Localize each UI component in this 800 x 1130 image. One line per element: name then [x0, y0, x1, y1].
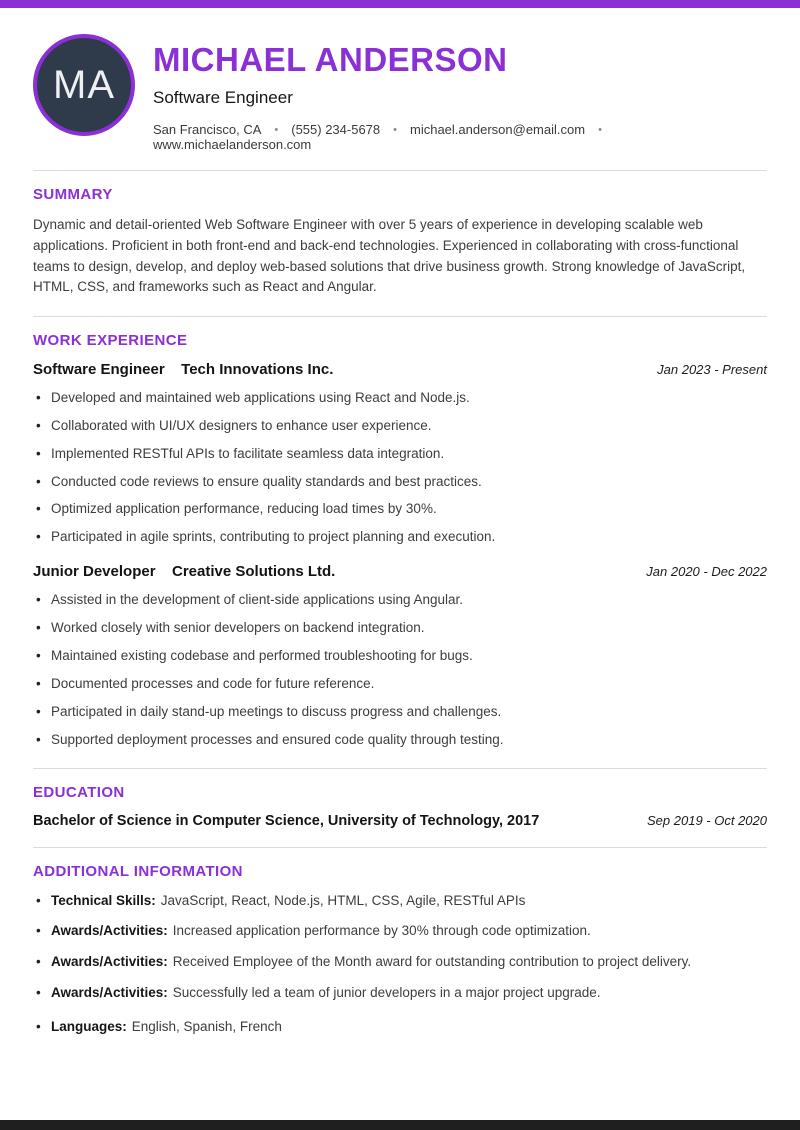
additional-info-item: [33, 892, 767, 911]
job-bullet: • Conducted code reviews to ensure quality standards and best practices.: [33, 473, 767, 492]
info-label: Technical Skills:: [51, 892, 156, 908]
info-text: English, Spanish, French: [131, 1019, 282, 1035]
candidate-job-title: Software Engineer: [153, 88, 293, 108]
additional-info-item: [33, 953, 767, 972]
job-bullet: • Documented processes and code for future reference.: [33, 675, 767, 694]
dot-separator-icon: [598, 124, 602, 136]
education-heading: EDUCATION: [33, 783, 125, 801]
education-dates: Sep 2019 - Oct 2020: [647, 812, 767, 828]
top-accent-bar: [0, 0, 800, 8]
job-bullet: • Assisted in the development of client-side applications using Angular.: [33, 591, 767, 610]
candidate-name: MICHAEL ANDERSON: [153, 41, 508, 78]
job-bullet-list: [33, 591, 767, 749]
job-dates: Jan 2020 - Dec 2022: [646, 564, 767, 580]
additional-info-item: [33, 922, 767, 941]
info-text: JavaScript, React, Node.js, HTML, CSS, Agile, RESTful APIs: [160, 892, 526, 908]
job-bullet: • Maintained existing codebase and performed troubleshooting for bugs.: [33, 647, 767, 666]
info-text: Received Employee of the Month award for outstanding contribution to project delivery.: [172, 954, 692, 970]
additional-information-heading: ADDITIONAL INFORMATION: [33, 862, 243, 880]
additional-information-section: [0, 848, 800, 1037]
contact-phone: (555) 234-5678: [291, 122, 381, 138]
summary-section: [0, 171, 800, 298]
work-experience-heading: WORK EXPERIENCE: [33, 331, 188, 349]
job-role: Software Engineer: [33, 360, 165, 378]
job-bullet: • Supported deployment processes and ensured code quality through testing.: [33, 731, 767, 750]
additional-info-item: [33, 1018, 767, 1037]
job-bullet-list: [33, 389, 767, 547]
education-entry: [33, 813, 767, 829]
dot-separator-icon: [274, 124, 278, 136]
header-text: [153, 34, 767, 152]
job-company: Tech Innovations Inc.: [181, 360, 334, 378]
job-bullet: • Developed and maintained web applications using React and Node.js.: [33, 389, 767, 408]
additional-info-item: [33, 984, 767, 1003]
info-label: Languages:: [51, 1019, 127, 1035]
avatar-initials: MA: [53, 62, 115, 107]
dot-separator-icon: [393, 124, 397, 136]
summary-heading: SUMMARY: [33, 186, 113, 204]
job-dates: Jan 2023 - Present: [657, 361, 767, 377]
job-title-line: [33, 563, 335, 581]
job-bullet: • Implemented RESTful APIs to facilitate seamless data integration.: [33, 445, 767, 464]
info-text: Increased application performance by 30% through code optimization.: [172, 923, 591, 939]
contact-email: michael.anderson@email.com: [410, 122, 586, 138]
info-label: Awards/Activities:: [51, 985, 168, 1001]
job-bullet: • Participated in agile sprints, contributing to project planning and execution.: [33, 528, 767, 547]
job-bullet: • Optimized application performance, reducing load times by 30%.: [33, 500, 767, 519]
work-experience-section: [0, 317, 800, 750]
education-degree: Bachelor of Science in Computer Science, University of Technology, 2017: [33, 812, 540, 829]
info-label: Awards/Activities:: [51, 923, 168, 939]
job-title-line: [33, 361, 333, 379]
job-bullet: • Participated in daily stand-up meetings to discuss progress and challenges.: [33, 703, 767, 722]
job-company: Creative Solutions Ltd.: [172, 563, 336, 581]
job-header: [33, 563, 767, 581]
contact-location: San Francisco, CA: [153, 122, 262, 138]
info-text: Successfully led a team of junior developers in a major project upgrade.: [172, 985, 601, 1001]
contact-row: [153, 122, 767, 152]
additional-info-list: [33, 892, 767, 1037]
info-label: Awards/Activities:: [51, 954, 168, 970]
contact-website: www.michaelanderson.com: [153, 137, 312, 153]
job-role: Junior Developer: [33, 563, 156, 581]
education-section: [0, 769, 800, 829]
job-bullet: • Collaborated with UI/UX designers to enhance user experience.: [33, 417, 767, 436]
avatar: [33, 34, 135, 136]
bottom-accent-bar: [0, 1120, 800, 1130]
job-header: [33, 361, 767, 379]
resume-header: [0, 34, 800, 152]
job-bullet: • Worked closely with senior developers on backend integration.: [33, 619, 767, 638]
summary-text: Dynamic and detail-oriented Web Software Engineer with over 5 years of experience in developing scalable web applications. Proficient in both front-end and back-end technologies. Experienced in collaborating with cross-functional teams to design, develop, and deploy web-based solutions that drive business growth. Strong knowledge of JavaScript, HTML, CSS, and frameworks such as React and Angular.: [33, 217, 746, 295]
